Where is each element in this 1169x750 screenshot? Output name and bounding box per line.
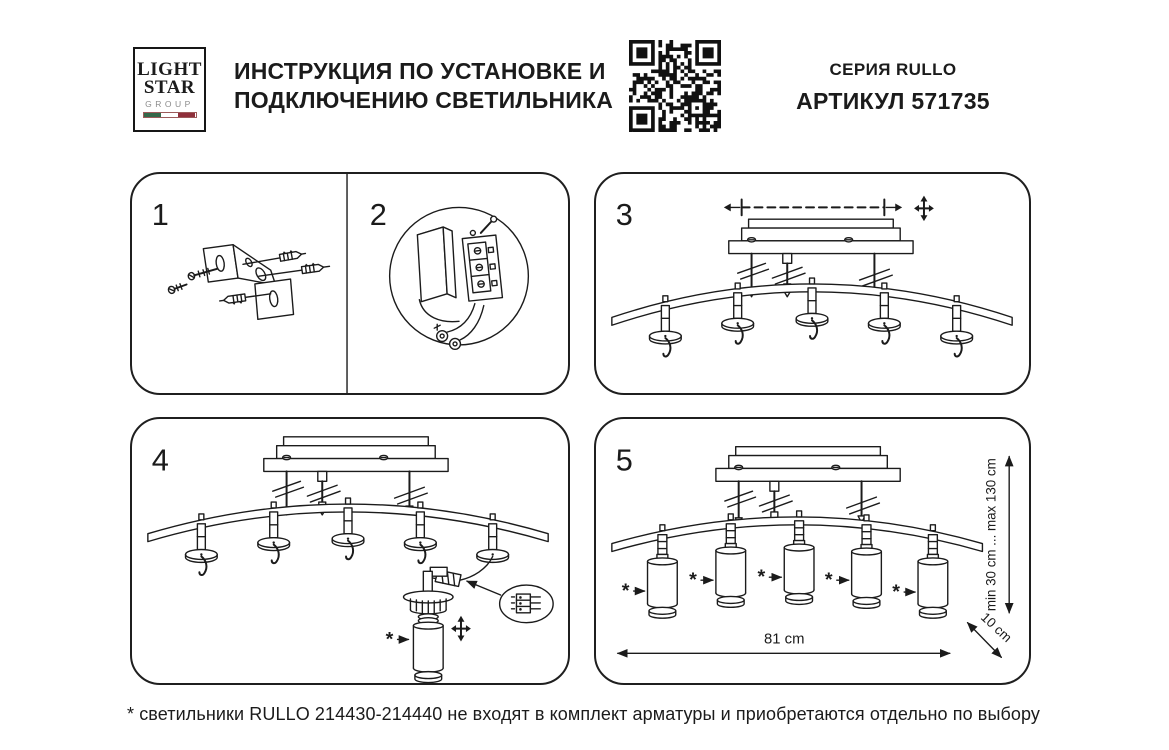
logo-group: GROUP (145, 99, 194, 109)
mounting-bracket-drawing (167, 245, 330, 320)
series-label: СЕРИЯ RULLO (829, 60, 957, 79)
screw-icon (167, 281, 187, 294)
ceiling-line (724, 200, 902, 216)
lamp-unit (404, 567, 454, 682)
svg-text:*: * (892, 580, 900, 603)
page-title (234, 57, 613, 115)
article-label: АРТИКУЛ 571735 (796, 88, 990, 114)
logo-star: STAR (143, 77, 196, 98)
step-4-drawing (132, 419, 568, 683)
height-range-label: min 30 cm ... max 130 cm (983, 458, 999, 612)
steps-1-2-drawing (132, 174, 568, 393)
svg-text:*: * (824, 569, 833, 592)
width-label: 81 cm (764, 631, 805, 648)
panel-steps-1-2 (130, 172, 570, 395)
step-1-number: 1 (151, 198, 169, 233)
svg-text:*: * (689, 569, 697, 592)
svg-text:*: * (621, 579, 630, 602)
terminal-block (462, 235, 502, 301)
asterisk-mark: * (385, 628, 394, 651)
qr-code (629, 40, 721, 132)
title-line-2: ПОДКЛЮЧЕНИЮ СВЕТИЛЬНИКА (234, 87, 614, 113)
dimension-width (618, 631, 950, 653)
product-info (778, 60, 1008, 115)
terminal-block-mini (512, 594, 541, 613)
wiring-detail-drawing (390, 207, 529, 349)
lightstar-logo (133, 47, 206, 132)
step-3-drawing (596, 174, 1029, 393)
depth-label: 10 cm (977, 609, 1015, 646)
dimension-depth (968, 609, 1015, 657)
step-4-number: 4 (151, 442, 169, 478)
logo-light: LIGHT (137, 59, 202, 80)
italian-flag-icon (143, 112, 197, 118)
panel-step-5 (594, 417, 1031, 685)
dimension-height (983, 457, 1009, 613)
step-5-number: 5 (615, 442, 633, 478)
svg-text:*: * (757, 566, 766, 589)
panel-step-3 (594, 172, 1031, 395)
step-2-number: 2 (369, 198, 387, 233)
spot-holders (186, 498, 509, 575)
screw-icon (470, 216, 496, 235)
step-3-number: 3 (615, 198, 633, 233)
spot-holders (650, 278, 973, 356)
footnote: * светильники RULLO 214430-214440 не входят в комплект арматуры и приобретаются отдельно по выбору (127, 704, 1041, 724)
title-line-1: ИНСТРУКЦИЯ ПО УСТАНОВКЕ И (234, 58, 606, 84)
lamp-connection-detail (386, 556, 553, 682)
step-5-drawing (596, 419, 1029, 683)
panel-step-4 (130, 417, 570, 685)
